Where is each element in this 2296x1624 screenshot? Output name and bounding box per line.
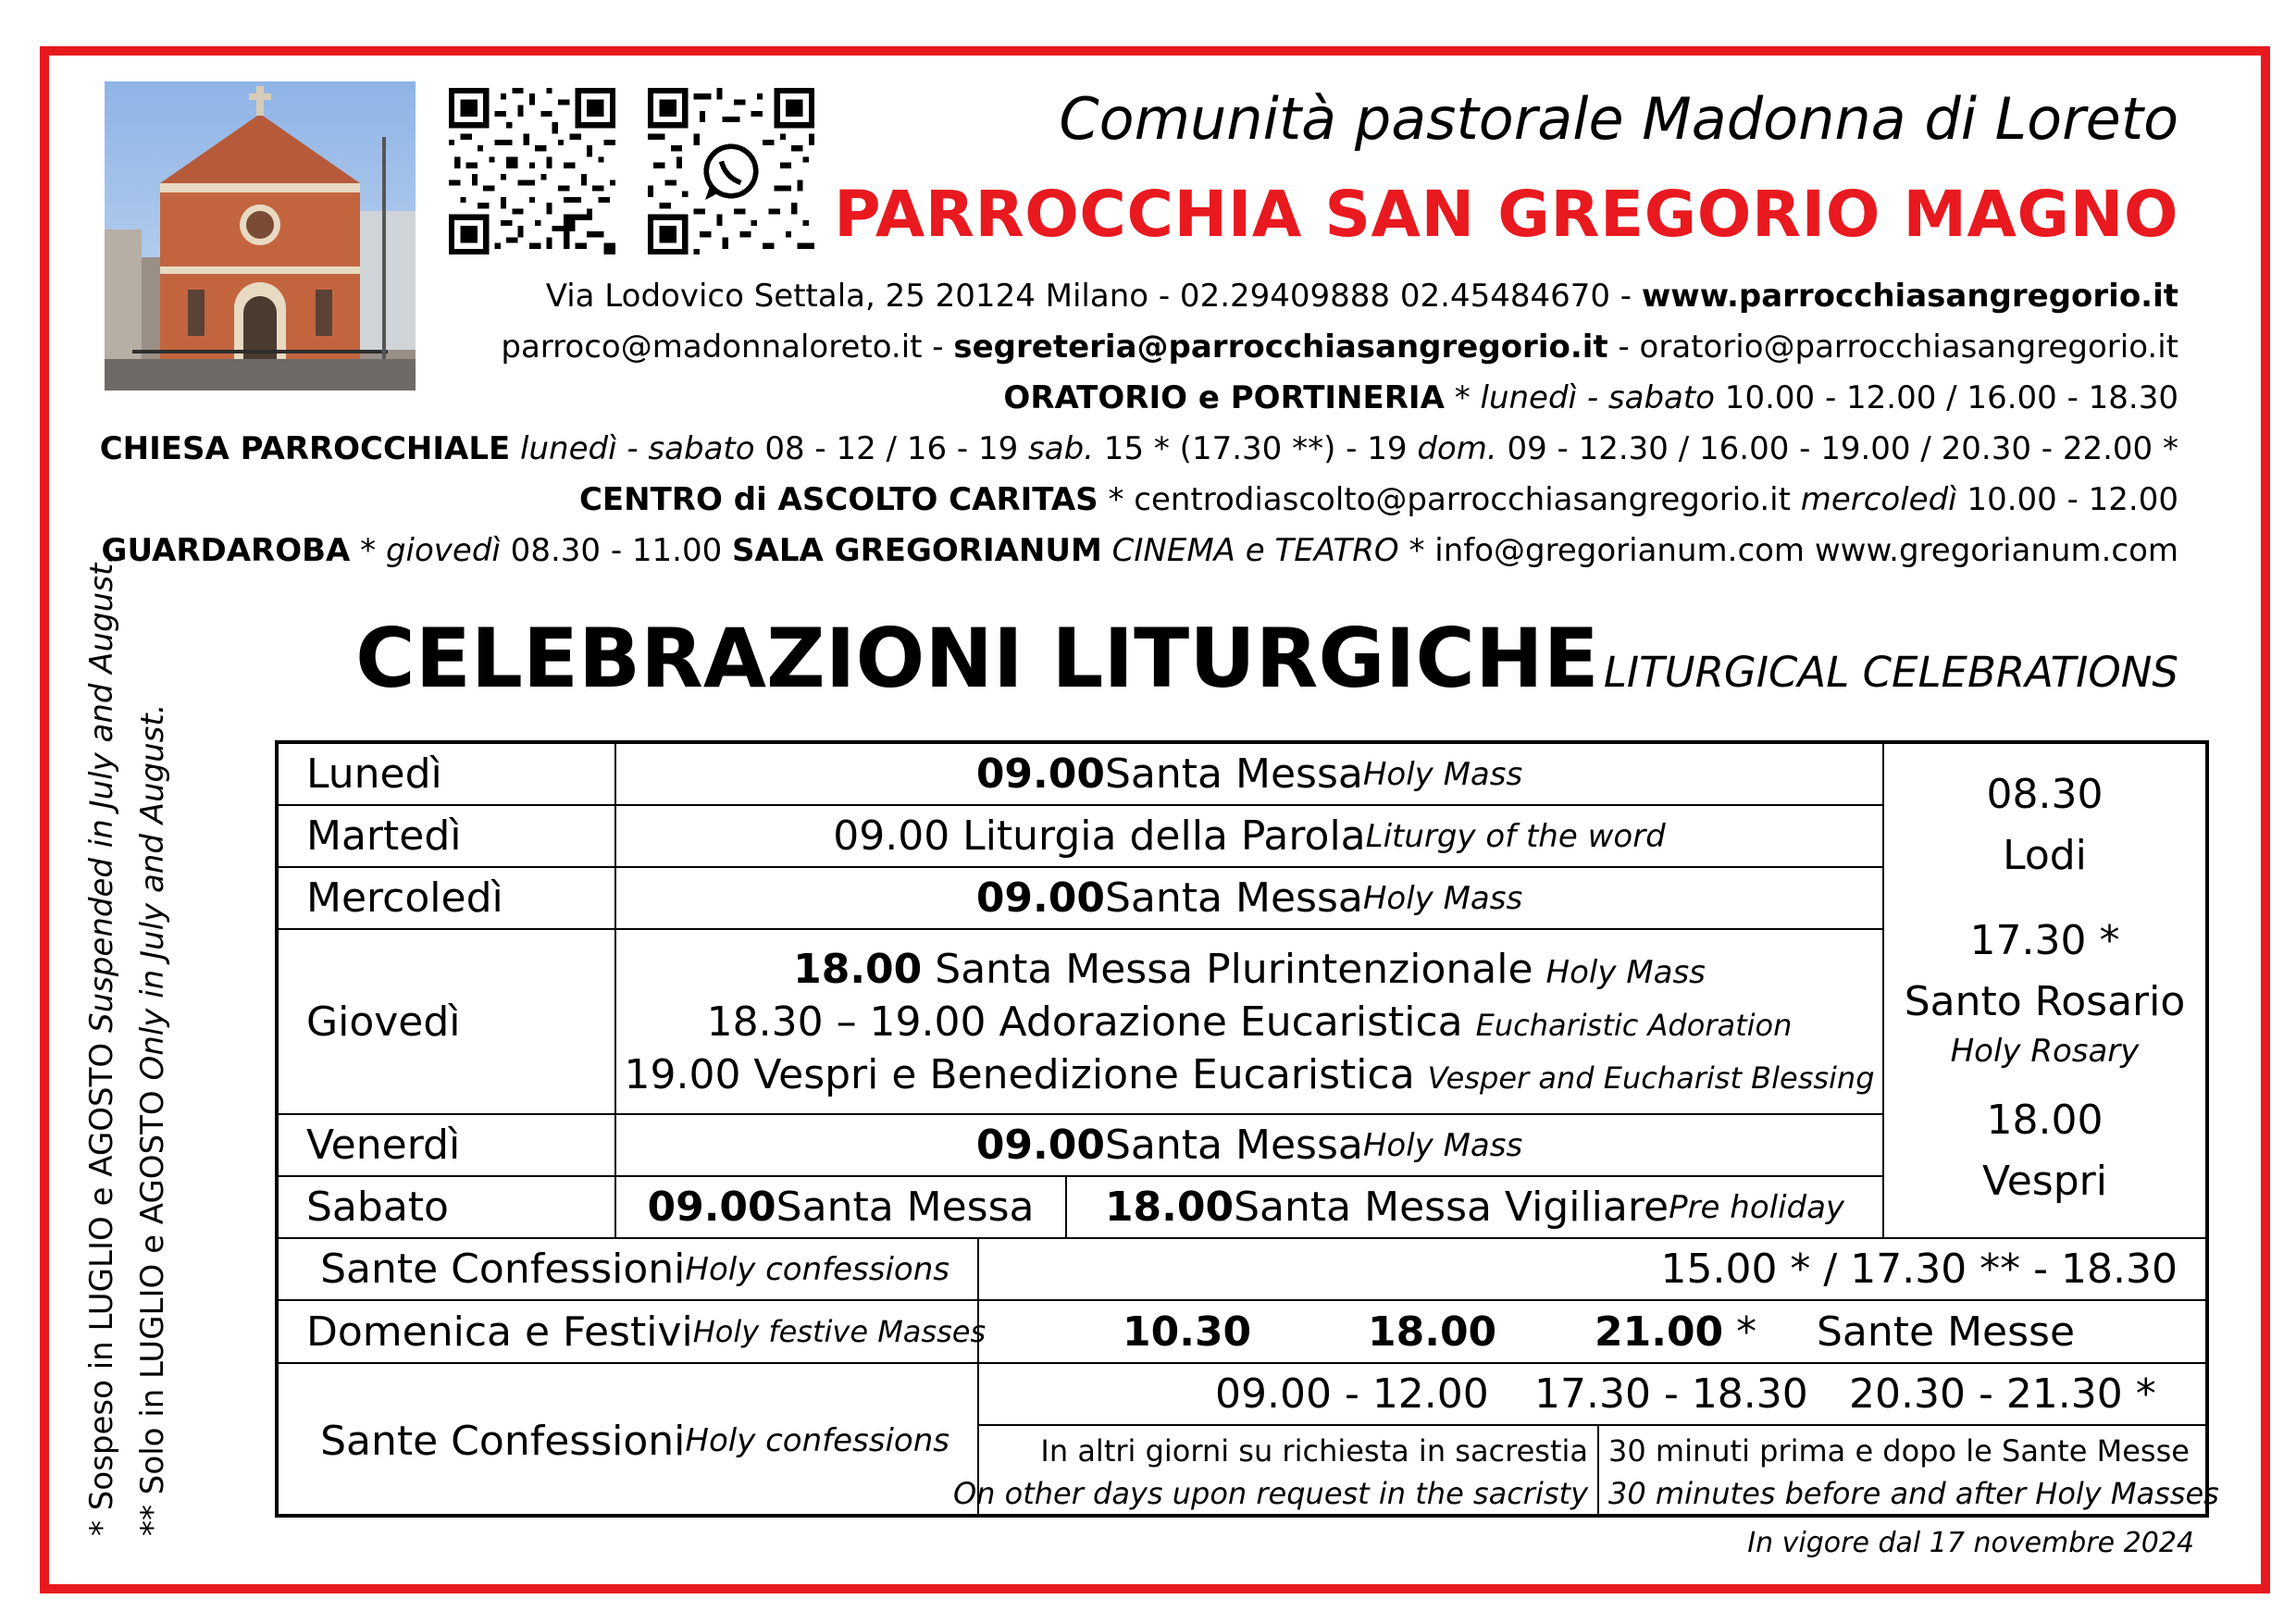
caritas-label: CENTRO di ASCOLTO CARITAS [578,481,1098,518]
chiesa-hours3: 09 - 12.30 / 16.00 - 19.00 / 20.30 - 22.00 * [1496,430,2178,467]
day-lunedi: Lunedì [279,744,616,806]
confessioni2-en: Holy confessions [685,1422,949,1459]
day-mercoledi: Mercoledì [279,868,616,930]
daily-prayers [1884,744,2205,1239]
guardaroba-label: GUARDAROBA [101,532,351,569]
side-note-suspended [83,553,120,1536]
website-link[interactable]: www.parrocchiasangregorio.it [1641,278,2178,315]
day-giovedi: Giovedì [279,930,616,1115]
vespri-time: 18.00 [1986,1097,2104,1144]
gregorianum-sub: CINEMA e TEATRO [1101,532,1399,569]
confessioni2-label [279,1364,979,1518]
lodi-time: 08.30 [1986,771,2104,818]
domenica-masses [979,1301,2205,1364]
mercoledi-en: Holy Mass [1362,879,1523,917]
lunedi-en: Holy Mass [1362,755,1523,793]
caritas-line [579,481,2178,518]
domenica-text: Sante Messe [1817,1308,2076,1356]
caritas-email[interactable]: * centrodiascolto@parrocchiasangregorio.it [1098,481,1801,518]
confessioni1-hours: 15.00 * / 17.30 ** - 18.30 [979,1239,2205,1301]
mercoledi-text: Santa Messa [1105,874,1363,922]
confessioni1-label [279,1239,979,1301]
domenica-label [279,1301,987,1364]
note1-it: Sospeso in LUGLIO e AGOSTO [83,1033,120,1511]
valid-from-note: In vigore dal 17 novembre 2024 [1747,1527,2194,1559]
giovedi-line2 [707,998,1793,1046]
day-sabato: Sabato [279,1177,616,1239]
note1-en: Suspended in July and August. [83,552,120,1034]
church-photo [105,81,416,391]
rosario-en: Holy Rosary [1950,1033,2140,1070]
day-venerdi: Venerdì [279,1115,616,1177]
sabato-b-en: Pre holiday [1669,1188,1845,1226]
community-title: Comunità pastorale Madonna di Loreto [1059,85,2178,153]
qr-code-whatsapp[interactable] [648,88,814,254]
guardaroba-hours: 08.30 - 11.00 [500,532,733,569]
sabato-morning [616,1177,1067,1239]
gregorianum-label: SALA GREGORIANUM [732,532,1102,569]
lunedi-text: Santa Messa [1105,750,1363,798]
email-segreteria[interactable]: segreteria@parrocchiasangregorio.it [953,329,1608,366]
chiesa-hours2: 15 * (17.30 **) - 19 [1094,430,1418,467]
confessioni2-hours [979,1364,2205,1426]
oratorio-hours: 10.00 - 12.00 / 16.00 - 18.30 [1715,379,2178,416]
sabato-evening [1067,1177,1884,1239]
address-line [546,278,2178,315]
email-parroco[interactable]: parroco@madonnaloreto.it - [501,329,954,366]
sabato-a-text: Santa Messa [776,1184,1035,1231]
main-title [355,611,2178,706]
confessioni1-en: Holy confessions [685,1250,949,1288]
domenica-t2: 18.00 [1368,1308,1497,1356]
giovedi-line1 [793,946,1706,993]
sabato-a-time: 09.00 [647,1184,776,1231]
main-title-it: CELEBRAZIONI LITURGICHE [355,611,1599,706]
schedule-table [275,740,2219,1518]
chiesa-days3: dom. [1417,430,1497,467]
note-right-it: 30 minuti prima e dopo le Sante Messe [1608,1432,2190,1469]
giovedi-l3-text: 19.00 Vespri e Benedizione Eucaristica [624,1050,1428,1098]
oratorio-sep: * [1444,379,1481,416]
sabato-b-text: Santa Messa Vigiliare [1234,1184,1669,1231]
giovedi-l1-time: 18.00 [793,945,923,993]
confessioni2-note-left [952,1426,1599,1518]
gregorianum-contact[interactable]: * info@gregorianum.com www.gregorianum.com [1398,532,2178,569]
giovedi-l2-en: Eucharistic Adoration [1475,1007,1793,1043]
address-text: Via Lodovico Settala, 25 20124 Milano - 02.29409888 02.45484670 - [545,278,1642,315]
mercoledi-mass [616,868,1884,930]
note-left-en: On other days upon request in the sacristy [952,1475,1588,1511]
giovedi-l1-text: Santa Messa Plurintenzionale [922,945,1546,993]
guardaroba-sep: * [350,532,386,569]
confessioni1-it: Sante Confessioni [320,1246,686,1293]
oratorio-days: lunedì - sabato [1480,379,1715,416]
chiesa-days2: sab. [1028,430,1094,467]
domenica-t1: 10.30 [1123,1308,1252,1356]
confessioni2-h2: 17.30 - 18.30 [1534,1370,1808,1418]
martedi-text: 09.00 Liturgia della Parola [833,812,1366,860]
caritas-day: mercoledì [1800,481,1957,518]
venerdi-time: 09.00 [975,1122,1105,1169]
chiesa-days1: lunedì - sabato [510,430,755,467]
venerdi-mass [616,1115,1884,1177]
giovedi-l3-en: Vesper and Eucharist Blessing [1427,1060,1875,1096]
giovedi-events [616,930,1884,1115]
sabato-b-time: 18.00 [1104,1184,1235,1231]
parish-title: PARROCCHIA SAN GREGORIO MAGNO [834,178,2178,252]
confessioni2-it: Sante Confessioni [320,1417,686,1465]
domenica-en: Holy festive Masses [692,1314,987,1349]
confessioni2-h3: 20.30 - 21.30 * [1849,1370,2156,1418]
giovedi-line3 [624,1051,1874,1098]
email-line [501,329,2178,366]
giovedi-l1-en: Holy Mass [1545,953,1706,991]
note2-mark: ** [134,1494,171,1536]
note1-mark: * [83,1510,120,1536]
lunedi-time: 09.00 [975,750,1105,798]
note2-en: Only in July and August. [134,703,171,1081]
oratorio-line [1003,379,2178,416]
note-left-it: In altri giorni su richiesta in sacrestia [1040,1432,1588,1469]
chiesa-line [100,430,2178,467]
qr-code-website[interactable] [449,88,615,254]
rosario-label: Santo Rosario [1904,978,2186,1025]
note2-it: Solo in LUGLIO e AGOSTO [134,1080,171,1495]
confessioni2-h1: 09.00 - 12.00 [1215,1370,1489,1418]
martedi-en: Liturgy of the word [1365,817,1666,855]
lodi-label: Lodi [2003,832,2087,879]
side-note-only [134,703,171,1536]
venerdi-text: Santa Messa [1105,1122,1363,1169]
chiesa-label: CHIESA PARROCCHIALE [99,430,511,467]
venerdi-en: Holy Mass [1362,1126,1523,1164]
chiesa-hours1: 08 - 12 / 16 - 19 [754,430,1029,467]
martedi-liturgy [616,806,1884,868]
domenica-t3: 21.00 [1595,1308,1724,1356]
vespri-label: Vespri [1982,1158,2107,1205]
giovedi-l2-text: 18.30 – 19.00 Adorazione Eucaristica [706,998,1476,1046]
main-title-en: LITURGICAL CELEBRATIONS [1603,648,2178,697]
domenica-t3-mark: * [1723,1308,1757,1356]
guardaroba-line [102,532,2178,569]
domenica-it: Domenica e Festivi [306,1308,693,1356]
confessioni2-note-right [1599,1426,2219,1518]
mercoledi-time: 09.00 [975,874,1105,922]
rosario-time: 17.30 * [1969,917,2120,964]
guardaroba-day: giovedì [385,532,501,569]
day-martedi: Martedì [279,806,616,868]
oratorio-label: ORATORIO e PORTINERIA [1003,379,1445,416]
email-oratorio[interactable]: - oratorio@parrocchiasangregorio.it [1607,329,2178,366]
lunedi-mass [616,744,1884,806]
caritas-hours: 10.00 - 12.00 [1956,481,2178,518]
note-right-en: 30 minutes before and after Holy Masses [1608,1475,2219,1511]
